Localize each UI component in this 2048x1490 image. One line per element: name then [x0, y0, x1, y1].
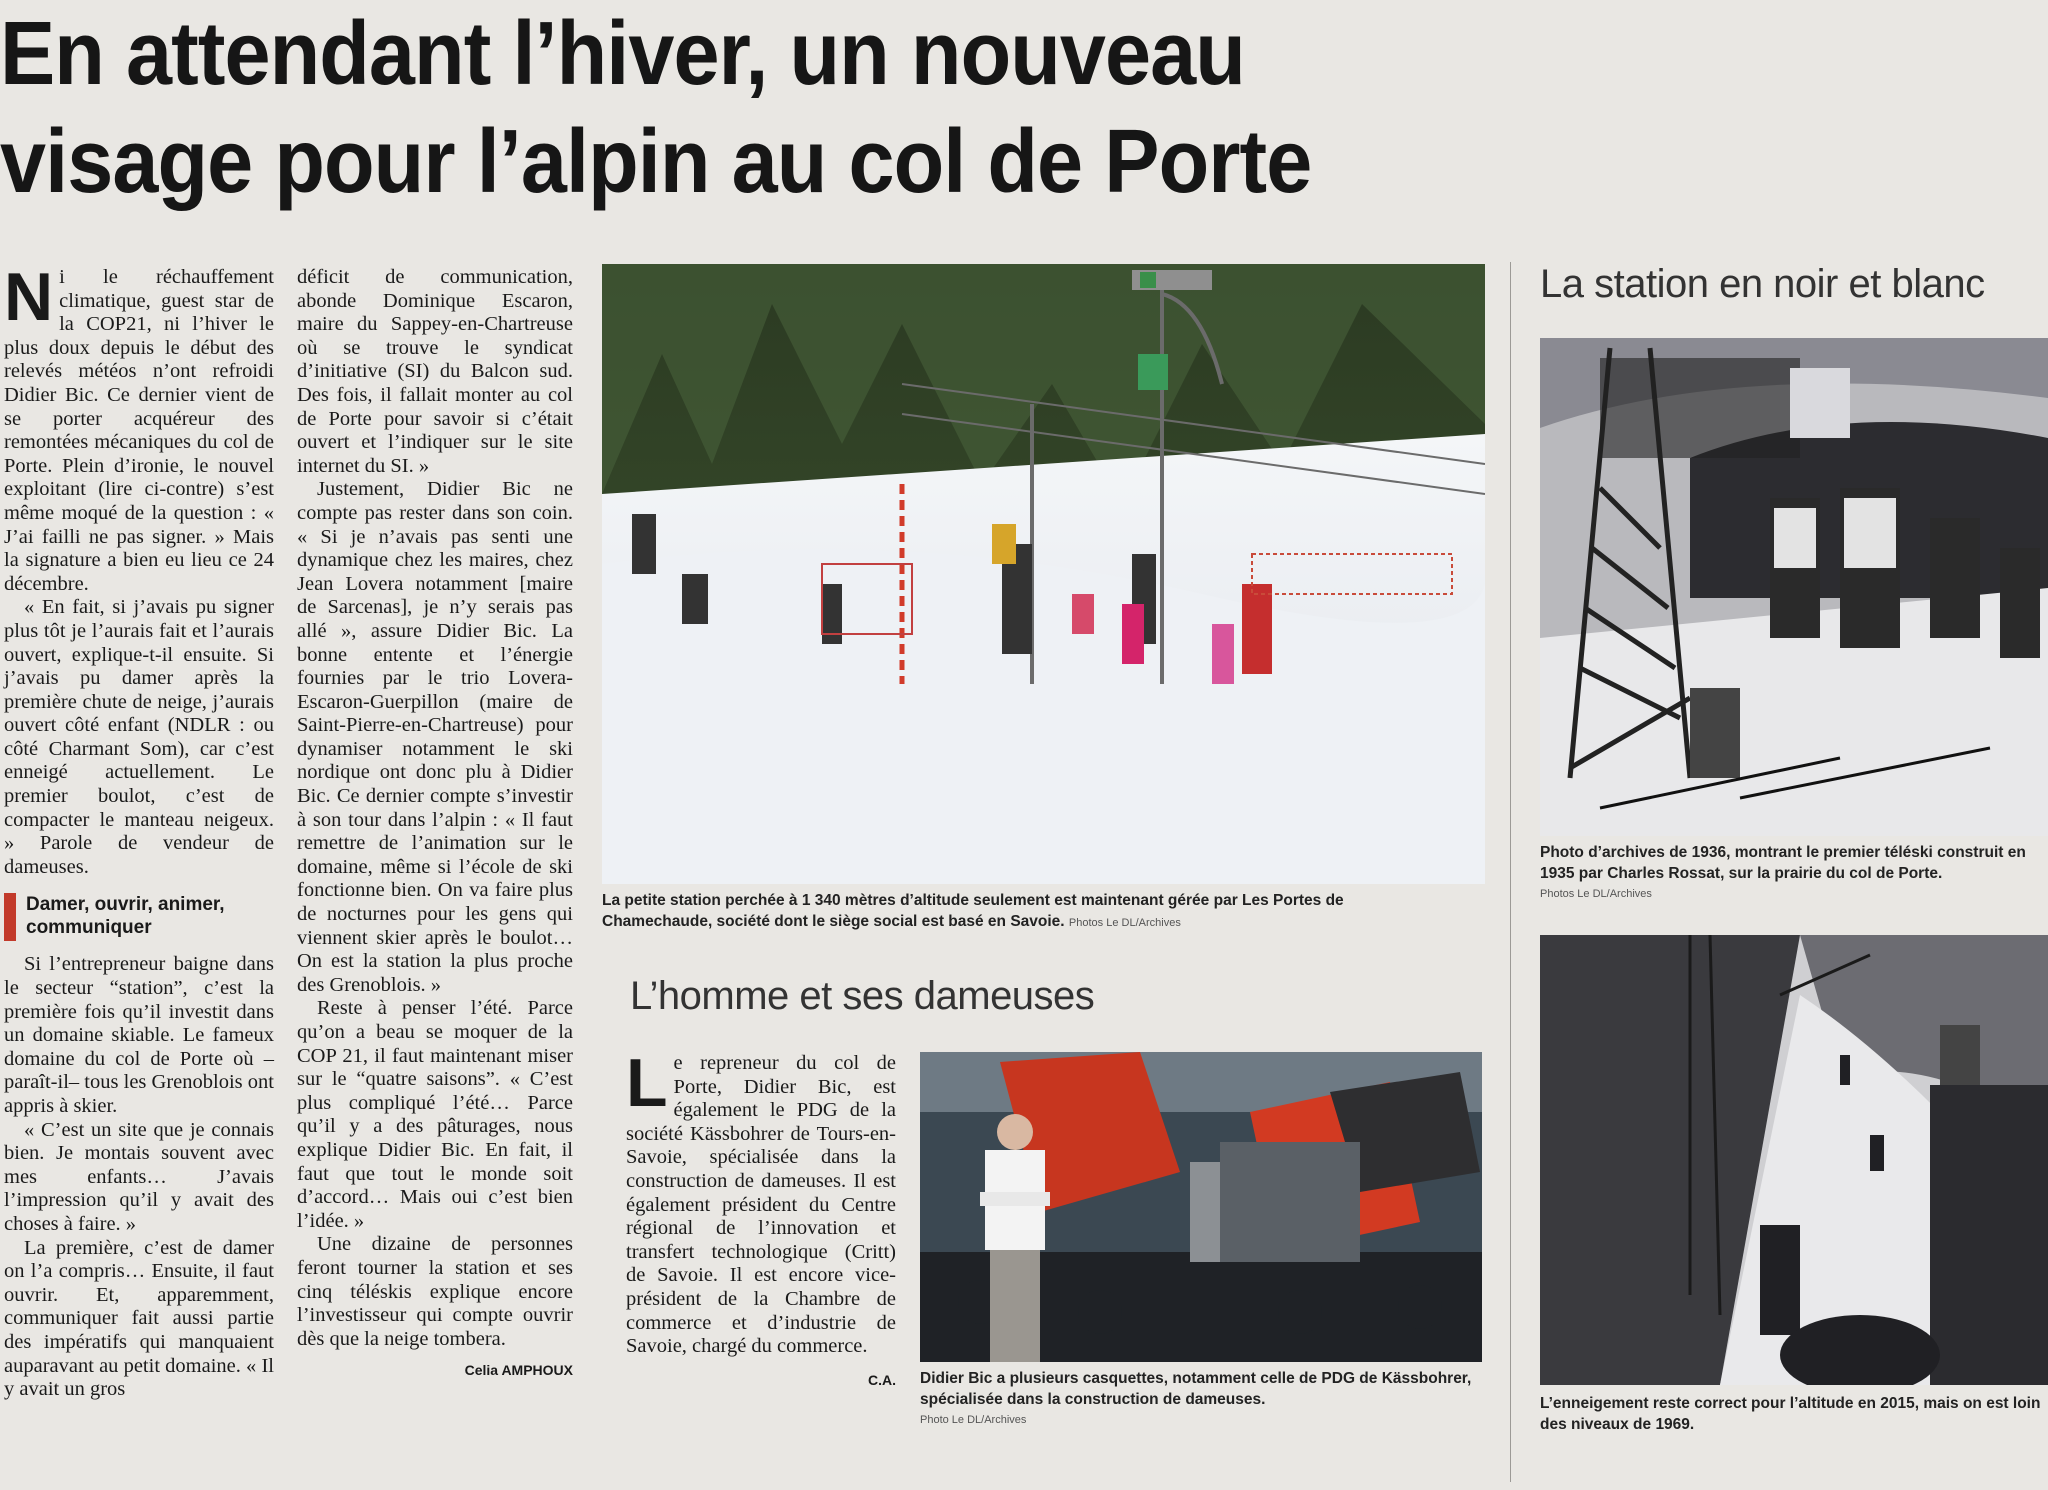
archive-photo-illustration	[1540, 935, 2048, 1385]
photo-credit: Photo Le DL/Archives	[920, 1414, 1027, 1426]
drop-cap: L	[626, 1045, 668, 1121]
subheading	[4, 893, 274, 941]
article-paragraph: « En fait, si j’avais pu signer plus tôt je l’aurais fait et l’aurais ouvert, explique-t-il ensuite. Si j’avais pu damer après la première chute de neige, j’aurais ouvert côté enfant (NDLR : ou côté Charmant Som), car c’est enneigé actuellement. Le premier boulot, c’est de compacter le manteau neigeux. » Parole de vendeur de dameuses.	[4, 596, 274, 878]
archive-photo-1969	[1540, 935, 2048, 1385]
article-column-2	[297, 266, 573, 1383]
profile-photo-illustration	[920, 1052, 1482, 1362]
article-paragraph: Une dizaine de personnes feront tourner la station et ses cinq téléskis explique encore l’investisseur qui compte ouvrir dès que la neige tombera.	[297, 1233, 573, 1350]
byline: C.A.	[868, 1371, 896, 1388]
article-paragraph: « C’est un site que je connais bien. Je montais souvent avec mes enfants… J’avais l’impression qu’il y avait des choses à faire. »	[4, 1118, 274, 1235]
photo-credit: Photos Le DL/Archives	[1068, 917, 1181, 929]
profile-photo-didier-bic	[920, 1052, 1482, 1362]
ski-lift-illustration	[602, 264, 1485, 884]
article-paragraph: déficit de communication, abonde Dominique Escaron, maire du Sappey-en-Chartreuse où se trouve le syndicat d’initiative (SI) du Balcon sud. Des fois, il fallait monter au col de Porte pour savoir si c’était ouvert et l’indiquer sur le site internet du SI. »	[297, 266, 573, 477]
profile-text-column	[626, 1045, 896, 1392]
headline-line-2: visage pour l’alpin au col de Porte	[0, 112, 1312, 212]
main-photo-ski-lift	[602, 264, 1485, 884]
profile-title: L’homme et ses dameuses	[630, 974, 1095, 1018]
profile-paragraph: Le repreneur du col de Porte, Didier Bic, est également le PDG de la société Kässbohrer de Tours-en-Savoie, spécialisée dans la construction de dameuses. Il est également président du Centre régional de l’innovation et transfert technologique (Critt) de Savoie. Il est encore vice-président de la Chambre de commerce et d’industrie de Savoie, chargé du commerce.	[626, 1045, 896, 1358]
subheading-text: Damer, ouvrir, animer, communiquer	[26, 894, 225, 939]
article-paragraph: Si l’entrepreneur baigne dans le secteur “station”, c’est la première fois qu’il investit dans un domaine skiable. Le fameux domaine du col de Porte où – paraît-il– tous les Grenoblois ont appris à skier.	[4, 953, 274, 1117]
article-column-1	[4, 259, 274, 1402]
photo-credit: Photos Le DL/Archives	[1540, 888, 1652, 900]
sidebar-title: La station en noir et blanc	[1540, 262, 1985, 306]
archive-photo-illustration	[1540, 338, 2048, 836]
headline	[0, 0, 1564, 216]
article-paragraph: La première, c’est de damer on l’a compris… Ensuite, il faut ouvrir. Et, apparemment, communiquer fait aussi partie des impératifs qui manquaient auparavant au petit domaine. « Il y avait un gros	[4, 1236, 274, 1401]
archive-photo-caption: L’enneigement reste correct pour l’altitude en 2015, mais on est loin des niveaux de 1969.	[1540, 1395, 2041, 1433]
byline: Celia AMPHOUX	[464, 1362, 573, 1379]
profile-photo-caption: Didier Bic a plusieurs casquettes, notamment celle de PDG de Kässbohrer, spécialisée dans la construction de dameuses. Photo Le DL/Archives	[920, 1368, 1480, 1431]
column-rule	[1510, 262, 1511, 1482]
article-paragraph: Ni le réchauffement climatique, guest star de la COP21, ni l’hiver le plus doux depuis le début des relevés météos n’ont refroidi Didier Bic. Ce dernier vient de se porter acquéreur des remontées mécaniques du col de Porte. Plein d’ironie, le nouvel exploitant (lire ci-contre) s’est même moqué de la question : « J’ai failli ne pas signer. » Mais la signature a bien eu lieu ce 24 décembre.	[4, 259, 274, 595]
article-paragraph: Justement, Didier Bic ne compte pas rester dans son coin. « Si je n’avais pas senti une dynamique chez les maires, chez Jean Lovera notamment [maire de Sarcenas], je n’y serais pas allé », assure Didier Bic. La bonne entente et l’énergie fournies par le trio Lovera-Escaron-Guerpillon (maire de Saint-Pierre-en-Chartreuse) pour dynamiser notamment le ski nordique ont donc plu à Didier Bic. Ce dernier compte s’investir à son tour dans l’alpin : « Il faut remettre de l’animation sur le domaine, même si l’école de ski fonctionne bien. On va faire plus de nocturnes pour les gens qui viennent skier après le boulot… On est la station la plus proche des Grenoblois. »	[297, 478, 573, 996]
article-paragraph: Reste à penser l’été. Parce qu’on a beau se moquer de la COP 21, il faut maintenant miser sur le “quatre saisons”. « C’est plus compliqué l’été… Parce qu’il y a des pâturages, nous explique Didier Bic. En fait, il faut que tout le monde soit d’accord… Mais oui c’est bien l’idée. »	[297, 997, 573, 1232]
archive-photo-caption: Photo d’archives de 1936, montrant le premier téléski construit en 1935 par Charles Rossat, sur la prairie du col de Porte. Photos Le DL/Archives	[1540, 842, 2048, 905]
drop-cap: N	[4, 259, 54, 335]
headline-line-1: En attendant l’hiver, un nouveau	[0, 4, 1245, 104]
main-photo-caption: La petite station perchée à 1 340 mètres d’altitude seulement est maintenant gérée par Les Portes de Chamechaude, société dont le siège social est basé en Savoie. Photos Le DL/Archives	[602, 892, 1344, 930]
subheading-accent-bar	[4, 893, 16, 941]
archive-photo-1936	[1540, 338, 2048, 836]
